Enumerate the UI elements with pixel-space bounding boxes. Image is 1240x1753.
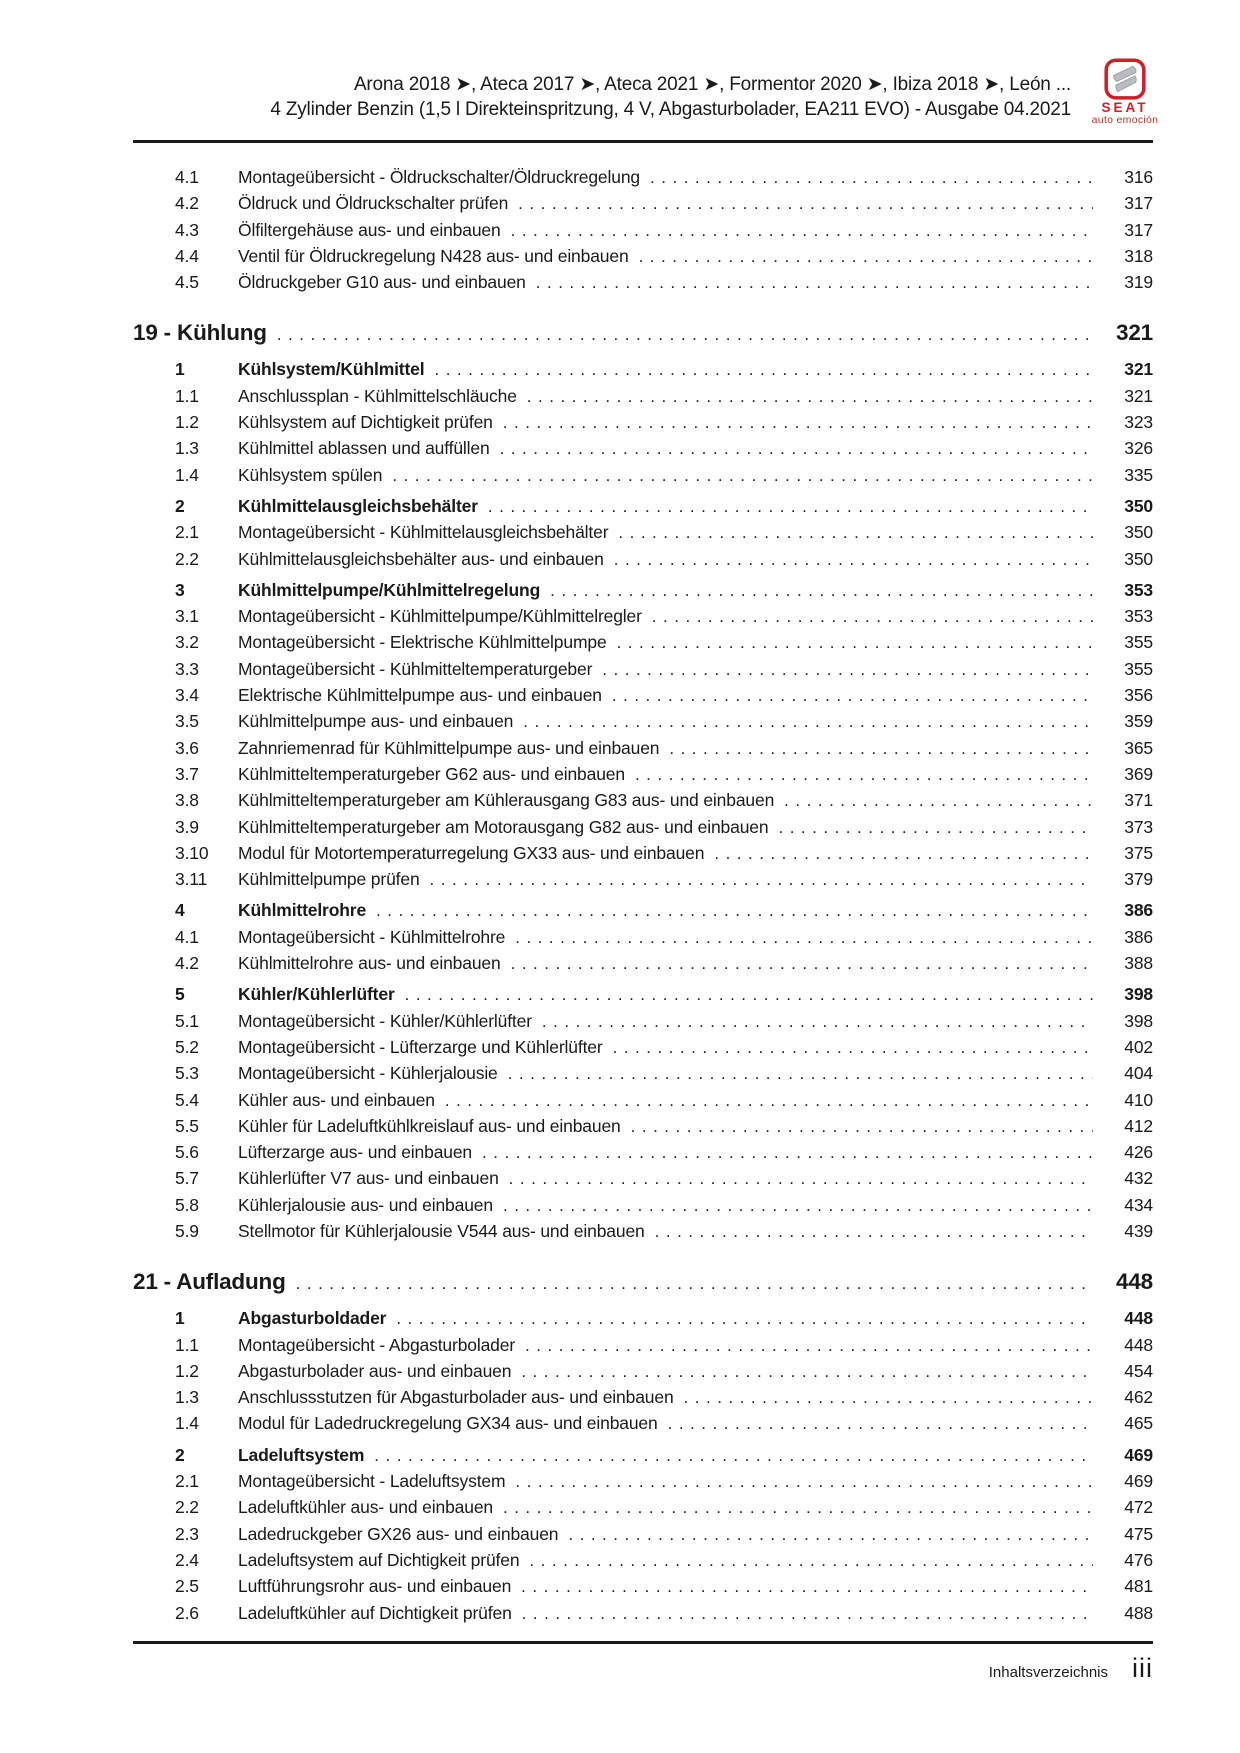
toc-entry-row bbox=[133, 1142, 1153, 1168]
toc-entry-number: 3.4 bbox=[175, 685, 199, 706]
toc-entry-title: Lüfterzarge aus- und einbauen bbox=[238, 1142, 473, 1163]
dot-leader bbox=[396, 1309, 1093, 1329]
dot-leader bbox=[714, 844, 1093, 864]
toc-entry-title: Abgasturboldader bbox=[238, 1308, 387, 1329]
toc-entry-title: Kühlerlüfter V7 aus- und einbauen bbox=[238, 1168, 499, 1189]
toc-entry-number: 2.4 bbox=[175, 1549, 199, 1570]
dot-leader bbox=[614, 550, 1093, 570]
dot-leader bbox=[612, 686, 1093, 706]
toc-entry-page: 434 bbox=[1124, 1194, 1153, 1215]
dot-leader bbox=[635, 765, 1093, 785]
header-models-line: Arona 2018 ➤, Ateca 2017 ➤, Ateca 2021 ➤, Formentor 2020 ➤, Ibiza 2018 ➤, León ... bbox=[353, 74, 1071, 95]
toc-entry-page: 448 bbox=[1124, 1334, 1153, 1355]
toc-entry-row bbox=[133, 1387, 1153, 1413]
toc-entry-page: 326 bbox=[1124, 438, 1153, 459]
toc-entry-title: Montageübersicht - Kühlmitteltemperaturgeber bbox=[238, 658, 593, 679]
dot-leader bbox=[500, 439, 1093, 459]
dot-leader bbox=[602, 660, 1093, 680]
toc-entry-row bbox=[133, 272, 1153, 298]
toc-entry-page: 410 bbox=[1124, 1089, 1153, 1110]
toc-entry-title: Kühlmittelausgleichsbehälter bbox=[238, 495, 478, 516]
toc-chapter-page: 448 bbox=[1116, 1269, 1153, 1295]
toc-entry-number: 5 bbox=[175, 984, 185, 1005]
toc-entry-number: 1.1 bbox=[175, 1334, 199, 1355]
toc-entry-page: 355 bbox=[1124, 658, 1153, 679]
dot-leader bbox=[529, 1551, 1093, 1571]
toc-entry-row bbox=[133, 1471, 1153, 1497]
toc-entry-title: Montageübersicht - Ladeluftsystem bbox=[238, 1471, 506, 1492]
dot-leader bbox=[525, 1336, 1093, 1356]
dot-leader bbox=[536, 273, 1093, 293]
toc-entry-row bbox=[133, 412, 1153, 438]
toc-entry-title: Luftführungsrohr aus- und einbauen bbox=[238, 1576, 512, 1597]
toc-entry-page: 404 bbox=[1124, 1063, 1153, 1084]
toc-entry-page: 426 bbox=[1124, 1142, 1153, 1163]
toc-entry-page: 321 bbox=[1124, 385, 1153, 406]
toc-entry-page: 475 bbox=[1124, 1523, 1153, 1544]
toc-entry-page: 398 bbox=[1124, 1010, 1153, 1031]
toc-entry-title: Montageübersicht - Lüfterzarge und Kühlerlüfter bbox=[238, 1036, 603, 1057]
toc-entry-page: 386 bbox=[1124, 900, 1153, 921]
toc-entry-number: 1.3 bbox=[175, 1387, 199, 1408]
toc-entry-number: 3.7 bbox=[175, 763, 199, 784]
toc-entry-row bbox=[133, 953, 1153, 979]
toc-entry-page: 469 bbox=[1124, 1444, 1153, 1465]
toc-entry-number: 2 bbox=[175, 1444, 185, 1465]
toc-entry-row bbox=[133, 1221, 1153, 1247]
toc-entry-page: 454 bbox=[1124, 1360, 1153, 1381]
dot-leader bbox=[617, 633, 1093, 653]
toc-entry-title: Kühlmittelpumpe prüfen bbox=[238, 869, 420, 890]
dot-leader bbox=[445, 1091, 1093, 1111]
toc-entry-row bbox=[133, 1116, 1153, 1142]
toc-entry-title: Ladedruckgeber GX26 aus- und einbauen bbox=[238, 1523, 559, 1544]
toc-entry-title: Ladeluftkühler auf Dichtigkeit prüfen bbox=[238, 1602, 512, 1623]
toc-entry-number: 5.5 bbox=[175, 1115, 199, 1136]
toc-entry-row bbox=[133, 580, 1153, 606]
toc-entry-title: Montageübersicht - Öldruckschalter/Öldruckregelung bbox=[238, 167, 640, 187]
toc-entry-row bbox=[133, 246, 1153, 272]
toc-chapter-row bbox=[133, 1269, 1153, 1302]
toc-entry-row bbox=[133, 1524, 1153, 1550]
toc-entry-title: Kühler für Ladeluftkühlkreislauf aus- und einbauen bbox=[238, 1115, 621, 1136]
dot-leader bbox=[684, 1388, 1093, 1408]
toc-entry-page: 398 bbox=[1124, 984, 1153, 1005]
toc-entry-number: 5.3 bbox=[175, 1063, 199, 1084]
toc-entry-title: Montageübersicht - Abgasturbolader bbox=[238, 1334, 516, 1355]
toc-entry-page: 448 bbox=[1124, 1308, 1153, 1329]
toc-chapter-page: 321 bbox=[1116, 320, 1153, 346]
toc-entry-row bbox=[133, 1037, 1153, 1063]
toc-entry-row bbox=[133, 927, 1153, 953]
toc-entry-row bbox=[133, 1335, 1153, 1361]
toc-entry-row bbox=[133, 220, 1153, 246]
toc-entry-page: 335 bbox=[1124, 464, 1153, 485]
toc-chapter-row bbox=[133, 320, 1153, 353]
toc-entry-number: 4.4 bbox=[175, 245, 199, 266]
toc-entry-title: Ladeluftsystem auf Dichtigkeit prüfen bbox=[238, 1549, 520, 1570]
footer-label: Inhaltsverzeichnis bbox=[988, 1664, 1108, 1681]
toc-entry-number: 4.5 bbox=[175, 272, 199, 293]
toc-entry-row bbox=[133, 1445, 1153, 1471]
toc-entry-number: 2.1 bbox=[175, 522, 199, 543]
toc-entry-title: Kühler aus- und einbauen bbox=[238, 1089, 435, 1110]
toc-entry-row bbox=[133, 900, 1153, 926]
toc-entry-row bbox=[133, 1361, 1153, 1387]
footer-page-number: iii bbox=[1132, 1653, 1153, 1683]
toc-entry-title: Kühlmittelpumpe aus- und einbauen bbox=[238, 711, 514, 732]
toc-entry-page: 388 bbox=[1124, 953, 1153, 974]
dot-leader bbox=[503, 413, 1093, 433]
toc-entry-number: 5.1 bbox=[175, 1010, 199, 1031]
toc-entry-number: 2.2 bbox=[175, 548, 199, 569]
page-header bbox=[133, 58, 1165, 126]
toc-entry-title: Modul für Ladedruckregelung GX34 aus- und einbauen bbox=[238, 1413, 658, 1434]
seat-logo-tagline: auto emoción bbox=[1091, 114, 1159, 126]
toc-entry-page: 488 bbox=[1124, 1602, 1153, 1623]
toc-entry-number: 4.2 bbox=[175, 953, 199, 974]
toc-entry-number: 5.6 bbox=[175, 1142, 199, 1163]
toc-entry-page: 355 bbox=[1124, 632, 1153, 653]
toc-entry-page: 318 bbox=[1124, 245, 1153, 266]
toc-chapter-title: 19 - Kühlung bbox=[133, 320, 267, 346]
toc-entry-title: Montageübersicht - Kühlmittelrohre bbox=[238, 926, 506, 947]
toc-entry-number: 1.2 bbox=[175, 1360, 199, 1381]
dot-leader bbox=[639, 247, 1093, 267]
toc-entry-page: 321 bbox=[1124, 359, 1153, 380]
toc-entry-row bbox=[133, 1550, 1153, 1576]
footer-divider bbox=[133, 1641, 1153, 1644]
toc-entry-page: 373 bbox=[1124, 816, 1153, 837]
toc-entry-number: 4 bbox=[175, 900, 185, 921]
dot-leader bbox=[655, 1222, 1093, 1242]
dot-leader bbox=[631, 1117, 1093, 1137]
toc-entry-number: 2.6 bbox=[175, 1602, 199, 1623]
seat-logo-wordmark: SEAT bbox=[1101, 100, 1149, 115]
dot-leader bbox=[374, 1446, 1093, 1466]
dot-leader bbox=[488, 497, 1093, 517]
toc-entry-row bbox=[133, 606, 1153, 632]
dot-leader bbox=[652, 607, 1093, 627]
toc-entry-page: 350 bbox=[1124, 548, 1153, 569]
toc-entry-page: 350 bbox=[1124, 522, 1153, 543]
toc-entry-number: 5.9 bbox=[175, 1220, 199, 1241]
dot-leader bbox=[277, 325, 1089, 345]
toc-entry-number: 2.1 bbox=[175, 1471, 199, 1492]
dot-leader bbox=[613, 1038, 1093, 1058]
dot-leader bbox=[784, 791, 1093, 811]
toc-entry-row bbox=[133, 738, 1153, 764]
header-text bbox=[133, 58, 1085, 122]
dot-leader bbox=[434, 360, 1093, 380]
toc-entry-title: Ölfiltergehäuse aus- und einbauen bbox=[238, 219, 501, 240]
toc-entry-page: 319 bbox=[1124, 272, 1153, 293]
toc-entry-number: 3.6 bbox=[175, 737, 199, 758]
toc-entry-number: 5.2 bbox=[175, 1036, 199, 1057]
toc-entry-number: 4.1 bbox=[175, 167, 199, 187]
toc-entry-page: 353 bbox=[1124, 579, 1153, 600]
dot-leader bbox=[430, 870, 1093, 890]
toc-entry-page: 369 bbox=[1124, 763, 1153, 784]
dot-leader bbox=[669, 739, 1093, 759]
dot-leader bbox=[515, 1472, 1093, 1492]
toc-entry-number: 1.3 bbox=[175, 438, 199, 459]
toc-entry-title: Kühlsystem/Kühlmittel bbox=[238, 359, 425, 380]
toc-entry-number: 4.3 bbox=[175, 219, 199, 240]
toc-entry-row bbox=[133, 359, 1153, 385]
dot-leader bbox=[296, 1274, 1089, 1294]
toc-entry-row bbox=[133, 843, 1153, 869]
toc-entry-number: 2.2 bbox=[175, 1497, 199, 1518]
dot-leader bbox=[521, 1577, 1093, 1597]
toc-entry-title: Montageübersicht - Elektrische Kühlmittelpumpe bbox=[238, 632, 607, 653]
toc-entry-row bbox=[133, 984, 1153, 1010]
toc-entry-page: 481 bbox=[1124, 1576, 1153, 1597]
toc-entry-row bbox=[133, 522, 1153, 548]
toc-entry-number: 3.10 bbox=[175, 842, 209, 863]
toc-entry-page: 375 bbox=[1124, 842, 1153, 863]
toc-entry-title: Kühlmittel ablassen und auffüllen bbox=[238, 438, 490, 459]
dot-leader bbox=[508, 1064, 1093, 1084]
toc-entry-title: Kühlmittelrohre bbox=[238, 900, 367, 921]
dot-leader bbox=[668, 1414, 1093, 1434]
dot-leader bbox=[511, 954, 1093, 974]
toc-entry-row bbox=[133, 659, 1153, 685]
toc-entry-number: 3.3 bbox=[175, 658, 199, 679]
toc-entry-title: Kühlmitteltemperaturgeber am Motorausgang G82 aus- und einbauen bbox=[238, 816, 769, 837]
toc-entry-title: Kühlsystem spülen bbox=[238, 464, 383, 485]
header-engine-line: 4 Zylinder Benzin (1,5 l Direkteinspritzung, 4 V, Abgasturbolader, EA211 EVO) - Ausgabe 04.2021 bbox=[270, 99, 1071, 120]
toc-entry-page: 476 bbox=[1124, 1549, 1153, 1570]
toc-entry-row bbox=[133, 167, 1153, 193]
toc-entry-number: 3.1 bbox=[175, 606, 199, 627]
toc-entry-page: 317 bbox=[1124, 193, 1153, 214]
seat-logo bbox=[1085, 58, 1165, 126]
toc-entry-title: Stellmotor für Kühlerjalousie V544 aus- und einbauen bbox=[238, 1220, 645, 1241]
toc-entry-number: 5.8 bbox=[175, 1194, 199, 1215]
toc-entry-page: 350 bbox=[1124, 495, 1153, 516]
toc-entry-title: Kühlmitteltemperaturgeber am Kühlerausgang G83 aus- und einbauen bbox=[238, 790, 775, 811]
toc-chapter-title: 21 - Aufladung bbox=[133, 1269, 286, 1295]
dot-leader bbox=[527, 387, 1093, 407]
toc-entry-row bbox=[133, 496, 1153, 522]
table-of-contents bbox=[133, 143, 1153, 1629]
dot-leader bbox=[550, 581, 1093, 601]
dot-leader bbox=[778, 818, 1093, 838]
toc-entry-title: Modul für Motortemperaturregelung GX33 aus- und einbauen bbox=[238, 842, 705, 863]
toc-entry-title: Kühlmittelausgleichsbehälter aus- und einbauen bbox=[238, 548, 604, 569]
dot-leader bbox=[522, 1604, 1093, 1624]
toc-entry-row bbox=[133, 685, 1153, 711]
toc-entry-number: 1.2 bbox=[175, 412, 199, 433]
toc-entry-number: 3.9 bbox=[175, 816, 199, 837]
dot-leader bbox=[568, 1525, 1093, 1545]
toc-entry-number: 2.3 bbox=[175, 1523, 199, 1544]
dot-leader bbox=[523, 712, 1093, 732]
toc-entry-row bbox=[133, 1195, 1153, 1221]
toc-entry-row bbox=[133, 1308, 1153, 1334]
dot-leader bbox=[503, 1196, 1093, 1216]
toc-entry-page: 365 bbox=[1124, 737, 1153, 758]
toc-entry-row bbox=[133, 438, 1153, 464]
toc-entry-title: Öldruckgeber G10 aus- und einbauen bbox=[238, 272, 526, 293]
toc-entry-title: Montageübersicht - Kühler/Kühlerlüfter bbox=[238, 1010, 532, 1031]
toc-entry-row bbox=[133, 790, 1153, 816]
dot-leader bbox=[405, 985, 1093, 1005]
footer-row bbox=[133, 1653, 1153, 1684]
toc-entry-page: 316 bbox=[1124, 167, 1153, 187]
toc-entry-row bbox=[133, 711, 1153, 737]
toc-entry-number: 4.1 bbox=[175, 926, 199, 947]
toc-entry-row bbox=[133, 386, 1153, 412]
dot-leader bbox=[392, 466, 1093, 486]
toc-entry-row bbox=[133, 1063, 1153, 1089]
toc-entry-number: 3.8 bbox=[175, 790, 199, 811]
toc-entry-title: Kühlerjalousie aus- und einbauen bbox=[238, 1194, 493, 1215]
toc-entry-title: Ladeluftkühler aus- und einbauen bbox=[238, 1497, 493, 1518]
toc-entry-row bbox=[133, 465, 1153, 491]
toc-entry-title: Kühlmittelpumpe/Kühlmittelregelung bbox=[238, 579, 541, 600]
toc-entry-number: 2.5 bbox=[175, 1576, 199, 1597]
toc-entry-number: 1 bbox=[175, 1308, 185, 1329]
dot-leader bbox=[482, 1143, 1093, 1163]
toc-entry-page: 462 bbox=[1124, 1387, 1153, 1408]
toc-entry-page: 371 bbox=[1124, 790, 1153, 811]
toc-entry-title: Ventil für Öldruckregelung N428 aus- und einbauen bbox=[238, 245, 629, 266]
toc-entry-title: Anschlussstutzen für Abgasturbolader aus- und einbauen bbox=[238, 1387, 674, 1408]
toc-entry-page: 317 bbox=[1124, 219, 1153, 240]
toc-entry-number: 4.2 bbox=[175, 193, 199, 214]
toc-entry-page: 465 bbox=[1124, 1413, 1153, 1434]
dot-leader bbox=[511, 221, 1093, 241]
toc-entry-title: Kühlmittelrohre aus- und einbauen bbox=[238, 953, 501, 974]
toc-entry-page: 432 bbox=[1124, 1168, 1153, 1189]
toc-entry-number: 3 bbox=[175, 579, 185, 600]
toc-entry-page: 379 bbox=[1124, 869, 1153, 890]
dot-leader bbox=[650, 168, 1093, 188]
toc-entry-row bbox=[133, 1168, 1153, 1194]
toc-entry-page: 439 bbox=[1124, 1220, 1153, 1241]
toc-entry-row bbox=[133, 1090, 1153, 1116]
toc-entry-page: 412 bbox=[1124, 1115, 1153, 1136]
toc-entry-row bbox=[133, 1011, 1153, 1037]
toc-entry-row bbox=[133, 869, 1153, 895]
toc-entry-page: 469 bbox=[1124, 1471, 1153, 1492]
toc-entry-title: Montageübersicht - Kühlmittelausgleichsbehälter bbox=[238, 522, 609, 543]
toc-entry-number: 5.7 bbox=[175, 1168, 199, 1189]
toc-entry-row bbox=[133, 817, 1153, 843]
toc-entry-number: 5.4 bbox=[175, 1089, 199, 1110]
toc-entry-page: 402 bbox=[1124, 1036, 1153, 1057]
toc-entry-title: Anschlussplan - Kühlmittelschläuche bbox=[238, 385, 517, 406]
toc-entry-row bbox=[133, 632, 1153, 658]
dot-leader bbox=[515, 928, 1093, 948]
toc-entry-title: Zahnriemenrad für Kühlmittelpumpe aus- und einbauen bbox=[238, 737, 660, 758]
toc-entry-row bbox=[133, 1603, 1153, 1629]
toc-entry-page: 359 bbox=[1124, 711, 1153, 732]
toc-entry-page: 386 bbox=[1124, 926, 1153, 947]
toc-entry-number: 3.5 bbox=[175, 711, 199, 732]
toc-entry-page: 323 bbox=[1124, 412, 1153, 433]
toc-entry-number: 1.4 bbox=[175, 464, 199, 485]
toc-entry-title: Montageübersicht - Kühlmittelpumpe/Kühlmittelregler bbox=[238, 606, 642, 627]
toc-entry-number: 1.1 bbox=[175, 385, 199, 406]
toc-entry-title: Kühler/Kühlerlüfter bbox=[238, 984, 395, 1005]
toc-entry-title: Öldruck und Öldruckschalter prüfen bbox=[238, 193, 509, 214]
toc-entry-number: 3.11 bbox=[175, 869, 208, 890]
dot-leader bbox=[509, 1169, 1093, 1189]
dot-leader bbox=[542, 1012, 1093, 1032]
toc-entry-row bbox=[133, 1576, 1153, 1602]
toc-entry-title: Elektrische Kühlmittelpumpe aus- und einbauen bbox=[238, 685, 602, 706]
toc-entry-page: 353 bbox=[1124, 606, 1153, 627]
toc-entry-title: Ladeluftsystem bbox=[238, 1444, 365, 1465]
page-footer bbox=[133, 1641, 1153, 1684]
seat-emblem-icon bbox=[1104, 58, 1146, 100]
toc-entry-row bbox=[133, 549, 1153, 575]
toc-entry-page: 472 bbox=[1124, 1497, 1153, 1518]
dot-leader bbox=[521, 1362, 1093, 1382]
dot-leader bbox=[376, 901, 1093, 921]
toc-entry-row bbox=[133, 1497, 1153, 1523]
toc-entry-number: 3.2 bbox=[175, 632, 199, 653]
toc-entry-row bbox=[133, 193, 1153, 219]
toc-entry-row bbox=[133, 764, 1153, 790]
dot-leader bbox=[618, 523, 1093, 543]
toc-entry-title: Montageübersicht - Kühlerjalousie bbox=[238, 1063, 498, 1084]
toc-entry-title: Kühlmitteltemperaturgeber G62 aus- und einbauen bbox=[238, 763, 625, 784]
toc-entry-number: 1 bbox=[175, 359, 185, 380]
toc-entry-number: 2 bbox=[175, 495, 185, 516]
toc-entry-page: 356 bbox=[1124, 685, 1153, 706]
toc-entry-row bbox=[133, 1413, 1153, 1439]
toc-entry-number: 1.4 bbox=[175, 1413, 199, 1434]
dot-leader bbox=[503, 1498, 1093, 1518]
toc-entry-title: Abgasturbolader aus- und einbauen bbox=[238, 1360, 512, 1381]
toc-entry-title: Kühlsystem auf Dichtigkeit prüfen bbox=[238, 412, 493, 433]
dot-leader bbox=[518, 194, 1093, 214]
